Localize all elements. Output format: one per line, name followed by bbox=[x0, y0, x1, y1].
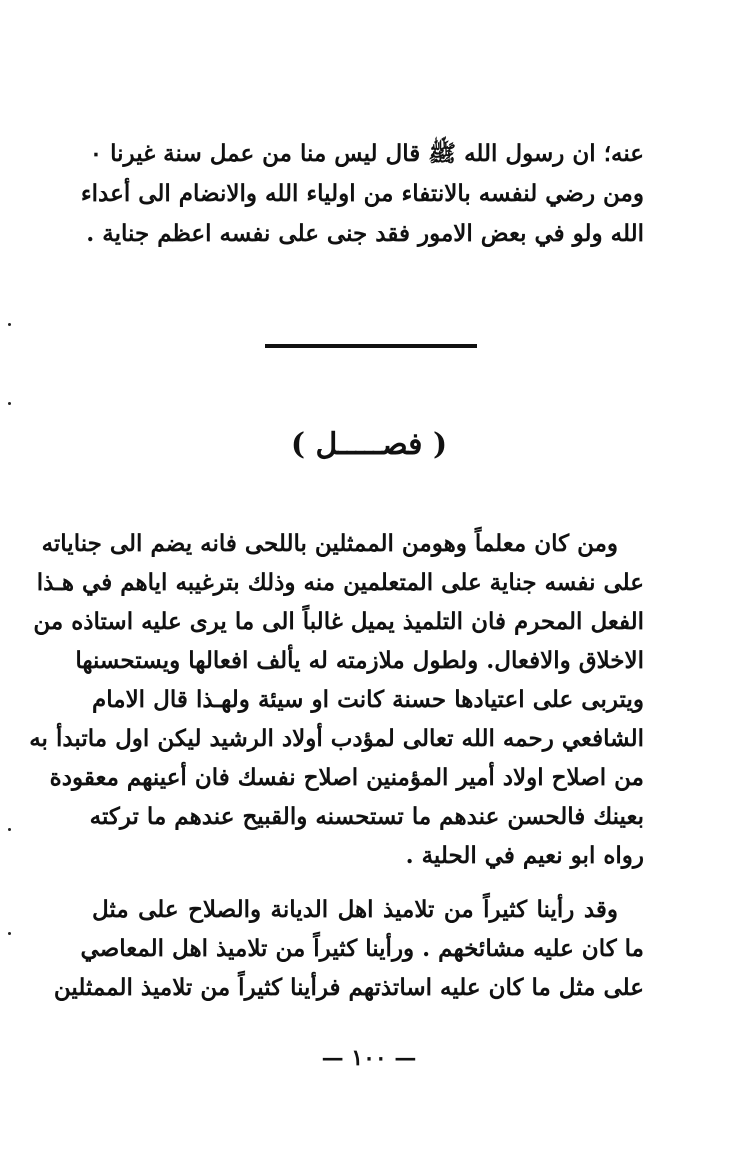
top-paragraph bbox=[80, 134, 644, 254]
section-heading: ( فصـــــل ) bbox=[290, 427, 448, 462]
scan-speck bbox=[8, 828, 11, 831]
text-line: الشافعي رحمه الله تعالى لمؤدب أولاد الرشيد ليكن اول ماتبدأ به bbox=[29, 725, 644, 752]
text-line: الاخلاق والافعال. ولطول ملازمته له يألف افعالها ويستحسنها bbox=[75, 647, 644, 674]
second-paragraph bbox=[53, 890, 644, 1007]
page-number: — ١٠٠ — bbox=[321, 1045, 417, 1071]
body-paragraph bbox=[29, 524, 644, 875]
text-line: رواه ابو نعيم في الحلية . bbox=[405, 842, 644, 869]
text-line: من اصلاح اولاد أمير المؤمنين اصلاح نفسك فان أعينهم معقودة bbox=[49, 764, 644, 791]
text-line: ومن كان معلماً وهومن الممثلين باللحى فانه يضم الى جناياته bbox=[41, 530, 618, 557]
text-line: وقد رأينا كثيراً من تلاميذ اهل الديانة والصلاح على مثل bbox=[92, 896, 618, 923]
text-line: ويتربى على اعتيادها حسنة كانت او سيئة ولهـذا قال الامام bbox=[92, 686, 644, 713]
scan-speck bbox=[8, 932, 11, 935]
text-line: بعينك فالحسن عندهم ما تستحسنه والقبيح عندهم ما تركته bbox=[89, 803, 644, 830]
text-line: ما كان عليه مشائخهم . ورأينا كثيراً من تلاميذ اهل المعاصي bbox=[80, 935, 644, 962]
text-line: ومن رضي لنفسه بالانتفاء من اولياء الله والانضام الى أعداء bbox=[80, 180, 644, 207]
text-line: على نفسه جناية على المتعلمين منه وذلك بترغيبه اياهم في هـذا bbox=[36, 569, 644, 596]
text-line: على مثل ما كان عليه اساتذتهم فرأينا كثيراً من تلاميذ الممثلين bbox=[53, 974, 644, 1001]
scan-speck bbox=[8, 323, 11, 326]
text-line: عنه؛ ان رسول الله ﷺ قال ليس منا من عمل سنة غيرنا ٠ bbox=[89, 140, 644, 167]
text-line: الله ولو في بعض الامور فقد جنى على نفسه اعظم جناية . bbox=[86, 220, 644, 247]
section-divider bbox=[265, 344, 477, 348]
text-line: الفعل المحرم فان التلميذ يميل غالباً الى ما يرى عليه استاذه من bbox=[33, 608, 644, 635]
scan-speck bbox=[8, 402, 11, 405]
